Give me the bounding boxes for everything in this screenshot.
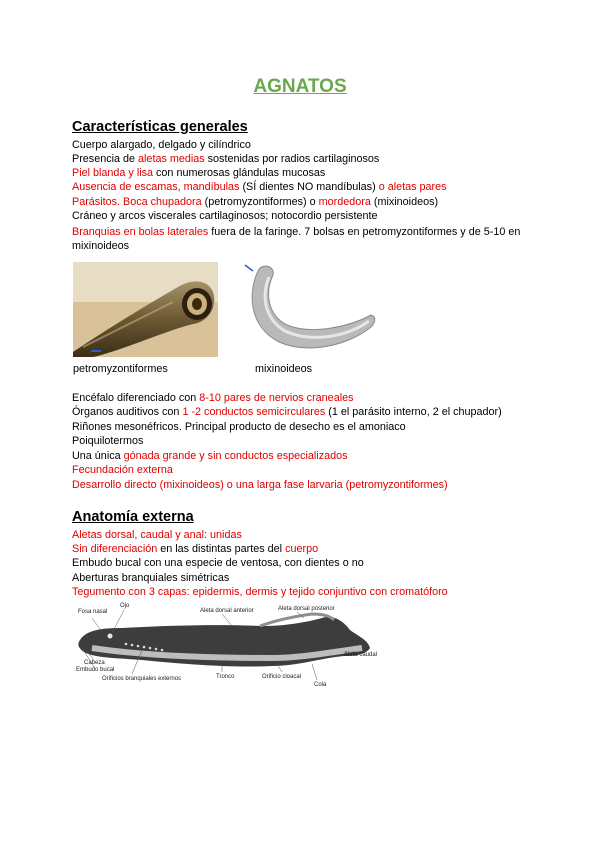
- label-embudo-bucal: Embudo bucal: [76, 667, 115, 673]
- section-heading-caracteristicas: Características generales: [72, 119, 248, 135]
- text-line: Ausencia de escamas, mandíbulas (SÍ dientes NO mandíbulas) o aletas pares: [72, 181, 447, 193]
- label-orificio-cloacal: Orificio cloacal: [262, 674, 302, 680]
- lamprey-anatomy-diagram: [72, 600, 378, 692]
- text-line: Encéfalo diferenciado con 8-10 pares de nervios craneales: [72, 392, 354, 404]
- label-orificios-branquiales: Orificios branquiales externos: [102, 676, 182, 682]
- text-line: Aletas dorsal, caudal y anal: unidas: [72, 529, 242, 541]
- label-aleta-dorsal-posterior: Aleta dorsal posterior: [278, 606, 335, 612]
- text-line: Cuerpo alargado, delgado y cilíndrico: [72, 139, 251, 151]
- label-aleta-dorsal-anterior: Aleta dorsal anterior: [200, 608, 254, 614]
- label-fosa-nasal: Fosa nasal: [78, 609, 108, 615]
- text-paragraph: Branquias en bolas laterales fuera de la faringe. 7 bolsas en petromyzontiformes y de 5-10 en mixinoideos: [72, 226, 521, 252]
- lamprey-photo: [73, 262, 218, 357]
- text-line: Presencia de aletas medias sostenidas por radios cartilaginosos: [72, 153, 380, 165]
- text-line: Tegumento con 3 capas: epidermis, dermis y tejido conjuntivo con cromatóforo: [72, 586, 448, 598]
- text-line: Embudo bucal con una especie de ventosa, con dientes o no: [72, 557, 364, 569]
- text-line: Parásitos. Boca chupadora (petromyzontiformes) o mordedora (mixinoideos): [72, 196, 439, 208]
- caption-mixinoideos: mixinoideos: [255, 363, 313, 375]
- text-line: Órganos auditivos con 1 -2 conductos semicirculares (1 el parásito interno, 2 el chupador): [72, 406, 502, 418]
- label-tronco: Tronco: [216, 674, 235, 680]
- hagfish-photo: [239, 257, 379, 357]
- text-line: Desarrollo directo (mixinoideos) o una larga fase larvaria (petromyzontiformes): [72, 479, 448, 491]
- text-line: Sin diferenciación en las distintas partes del cuerpo: [72, 543, 319, 555]
- label-ojo: Ojo: [120, 603, 130, 609]
- text-line: Aberturas branquiales simétricas: [72, 572, 230, 584]
- text-line: Riñones mesonéfricos. Principal producto de desecho es el amoniaco: [72, 421, 406, 433]
- section-heading-anatomia: Anatomía externa: [72, 509, 194, 525]
- label-cola: Cola: [314, 682, 327, 688]
- label-cabeza: Cabeza: [84, 660, 105, 666]
- label-aleta-caudal: Aleta caudal: [344, 652, 378, 658]
- text-line: Fecundación externa: [72, 464, 173, 476]
- text-line: Piel blanda y lisa con numerosas glándulas mucosas: [72, 167, 326, 179]
- text-line: Cráneo y arcos viscerales cartilaginosos; notocordio persistente: [72, 210, 378, 222]
- text-line: Poiquilotermos: [72, 435, 144, 447]
- text-line: Una única gónada grande y sin conductos especializados: [72, 450, 348, 462]
- page-title: AGNATOS: [253, 76, 347, 97]
- caption-petromyzontiformes: petromyzontiformes: [73, 363, 168, 375]
